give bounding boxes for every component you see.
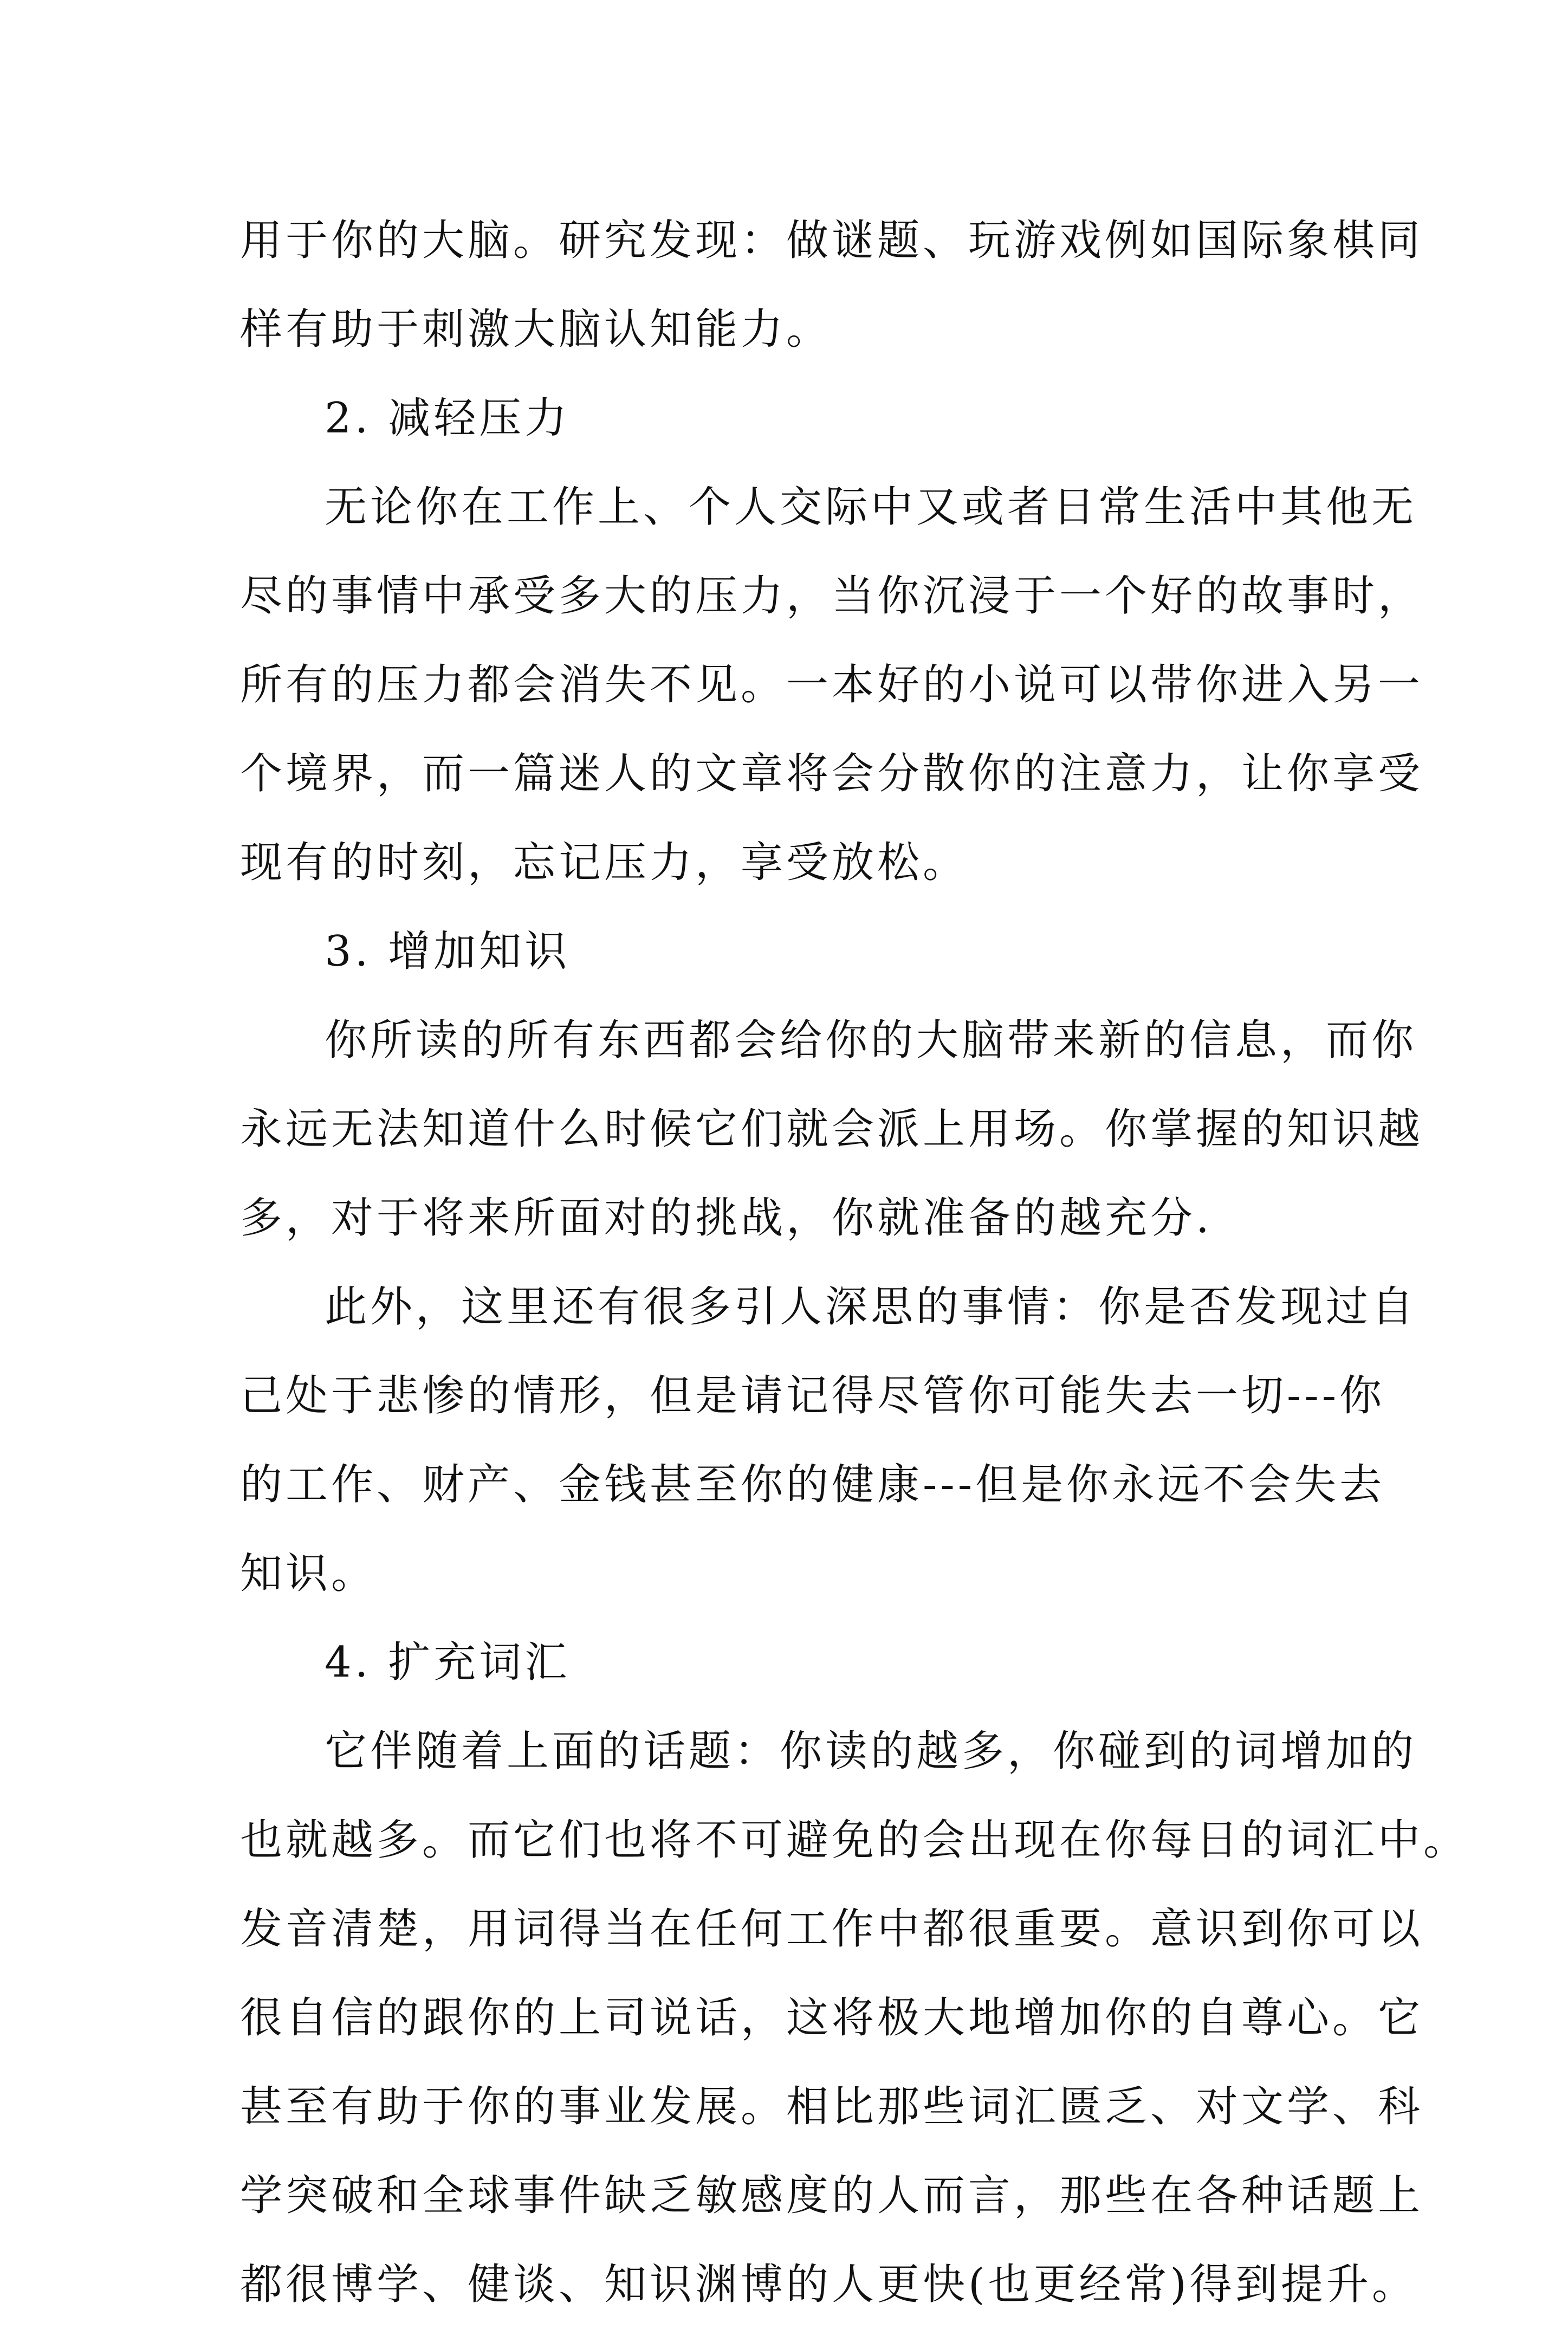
paragraph-line: 的工作、财产、金钱甚至你的健康---但是你永远不会失去 [240,1460,1385,1509]
section-heading-reduce-stress: 2. 减轻压力 [325,394,571,443]
paragraph-line: 甚至有助于你的事业发展。相比那些词汇匮乏、对文学、科 [240,2082,1424,2131]
paragraph-line: 知识。 [240,1549,377,1598]
paragraph-line: 样有助于刺激大脑认知能力。 [240,305,832,354]
section-heading-increase-knowledge: 3. 增加知识 [325,927,571,976]
paragraph-line: 多，对于将来所面对的挑战，你就准备的越充分. [240,1194,1213,1243]
paragraph-line: 发音清楚，用词得当在任何工作中都很重要。意识到你可以 [240,1905,1424,1953]
paragraph-line: 尽的事情中承受多大的压力，当你沉浸于一个好的故事时， [240,572,1424,620]
paragraph-line: 都很博学、健谈、知识渊博的人更快(也更经常)得到提升。 [240,2260,1417,2309]
paragraph-line: 它伴随着上面的话题：你读的越多，你碰到的词增加的 [325,1727,1417,1776]
paragraph-line: 己处于悲惨的情形，但是请记得尽管你可能失去一切---你 [240,1371,1385,1420]
paragraph-line: 用于你的大脑。研究发现：做谜题、玩游戏例如国际象棋同 [240,216,1424,265]
paragraph-line: 很自信的跟你的上司说话，这将极大地增加你的自尊心。它 [240,1994,1424,2042]
paragraph-line: 无论你在工作上、个人交际中又或者日常生活中其他无 [325,483,1417,532]
document-body [240,196,1469,2329]
section-heading-expand-vocabulary: 4. 扩充词汇 [325,1638,571,1687]
paragraph-line: 现有的时刻，忘记压力，享受放松。 [240,838,969,887]
paragraph-line: 学突破和全球事件缺乏敏感度的人而言，那些在各种话题上 [240,2171,1424,2220]
paragraph-line: 永远无法知道什么时候它们就会派上用场。你掌握的知识越 [240,1105,1424,1154]
paragraph-line: 你所读的所有东西都会给你的大脑带来新的信息，而你 [325,1016,1417,1065]
paragraph-line: 个境界，而一篇迷人的文章将会分散你的注意力，让你享受 [240,749,1424,798]
paragraph-line: 所有的压力都会消失不见。一本好的小说可以带你进入另一 [240,661,1424,709]
paragraph-line: 此外，这里还有很多引人深思的事情：你是否发现过自 [325,1283,1417,1331]
paragraph-line: 也就越多。而它们也将不可避免的会出现在你每日的词汇中。 [240,1816,1469,1865]
